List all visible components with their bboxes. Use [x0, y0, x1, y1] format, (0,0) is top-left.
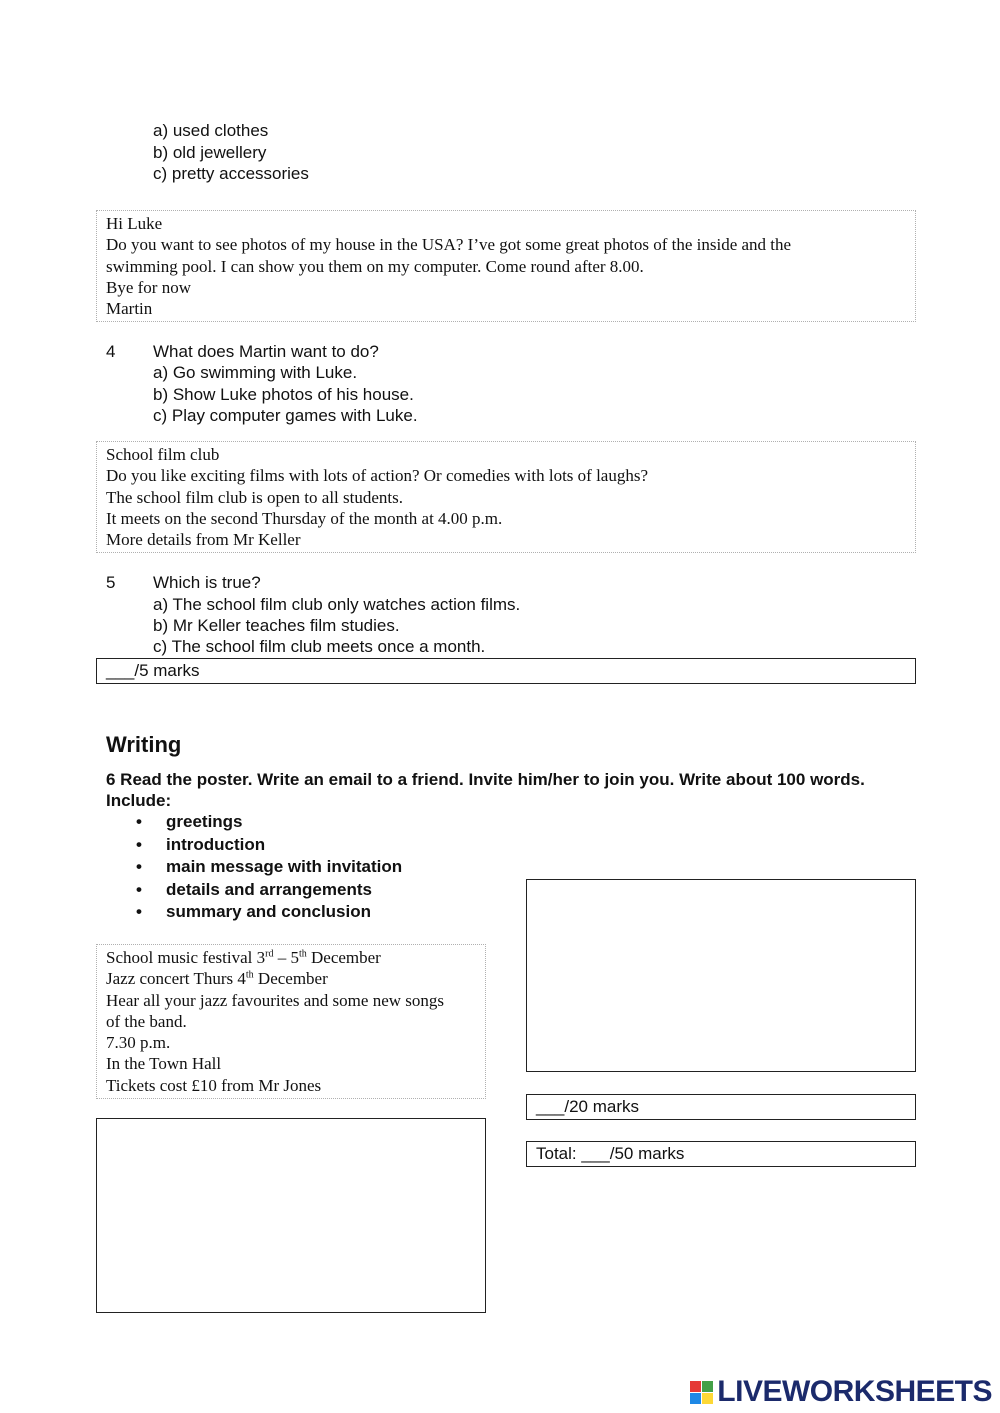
email-text-box [96, 210, 916, 322]
logo-text: LIVEWORKSHEETS [717, 1375, 992, 1408]
bullet-item: • details and arrangements [106, 879, 402, 902]
logo-square-icon [690, 1381, 701, 1392]
bullet-item: • greetings [106, 811, 402, 834]
logo-grid-icon [690, 1381, 713, 1404]
q4-option-a[interactable]: a) Go swimming with Luke. [153, 363, 358, 382]
total-marks-box [526, 1141, 916, 1167]
writing-marks-box [526, 1094, 916, 1120]
q3-option-b[interactable]: b) old jewellery [153, 143, 267, 162]
q4-question: What does Martin want to do? [153, 342, 379, 361]
poster-line: of the band. [106, 1011, 187, 1031]
film-line: Do you like exciting films with lots of action? Or comedies with lots of laughs? [106, 466, 649, 486]
logo-square-icon [702, 1393, 713, 1404]
bullet-item: • main message with invitation [106, 856, 402, 879]
q4-option-c[interactable]: c) Play computer games with Luke. [153, 406, 418, 425]
writing-answer-box-right[interactable] [526, 879, 916, 1072]
writing-marks-text: ___/20 marks [536, 1097, 639, 1116]
email-line: Do you want to see photos of my house in the USA? I’ve got some great photos of the inside and the [106, 235, 792, 255]
film-club-text-box [96, 441, 916, 553]
writing-bullet-list [106, 811, 402, 924]
q3-option-a[interactable]: a) used clothes [153, 121, 269, 140]
poster-line-concert: Jazz concert Thurs 4th December [106, 969, 328, 989]
email-line: Bye for now [106, 277, 191, 297]
film-line: The school film club is open to all students. [106, 487, 403, 507]
q5-option-b[interactable]: b) Mr Keller teaches film studies. [153, 616, 400, 635]
poster-line-festival: School music festival 3rd – 5th December [106, 948, 381, 967]
film-line: It meets on the second Thursday of the month at 4.00 p.m. [106, 508, 503, 528]
writing-instruction: 6 Read the poster. Write an email to a friend. Invite him/her to join you. Write about 100 words. Include: [106, 770, 865, 810]
film-line: School film club [106, 445, 220, 464]
logo-square-icon [690, 1393, 701, 1404]
q4-option-b[interactable]: b) Show Luke photos of his house. [153, 385, 414, 404]
reading-marks-text: ___/5 marks [106, 661, 200, 680]
q5-question: Which is true? [153, 573, 261, 592]
bullet-item: • introduction [106, 834, 402, 857]
q5-option-a[interactable]: a) The school film club only watches action films. [153, 595, 521, 614]
film-line: More details from Mr Keller [106, 530, 301, 550]
logo-square-icon [702, 1381, 713, 1392]
poster-line: Tickets cost £10 from Mr Jones [106, 1075, 322, 1095]
q5-number: 5 [106, 573, 116, 592]
poster-line: Hear all your jazz favourites and some new songs [106, 990, 444, 1010]
bullet-item: • summary and conclusion [106, 901, 402, 924]
reading-marks-box [96, 658, 916, 684]
writing-answer-box-left[interactable] [96, 1118, 486, 1313]
poster-line: 7.30 p.m. [106, 1033, 171, 1053]
q3-option-c[interactable]: c) pretty accessories [153, 164, 309, 183]
email-line: Martin [106, 299, 153, 319]
total-marks-text: Total: ___/50 marks [536, 1144, 685, 1163]
poster-box [96, 944, 486, 1099]
poster-line: In the Town Hall [106, 1054, 222, 1074]
writing-heading: Writing [106, 732, 182, 757]
liveworksheets-logo [690, 1375, 992, 1409]
email-line: swimming pool. I can show you them on my computer. Come round after 8.00. [106, 256, 644, 276]
q5-option-c[interactable]: c) The school film club meets once a month. [153, 637, 486, 656]
email-line: Hi Luke [106, 214, 163, 233]
q4-number: 4 [106, 342, 116, 361]
